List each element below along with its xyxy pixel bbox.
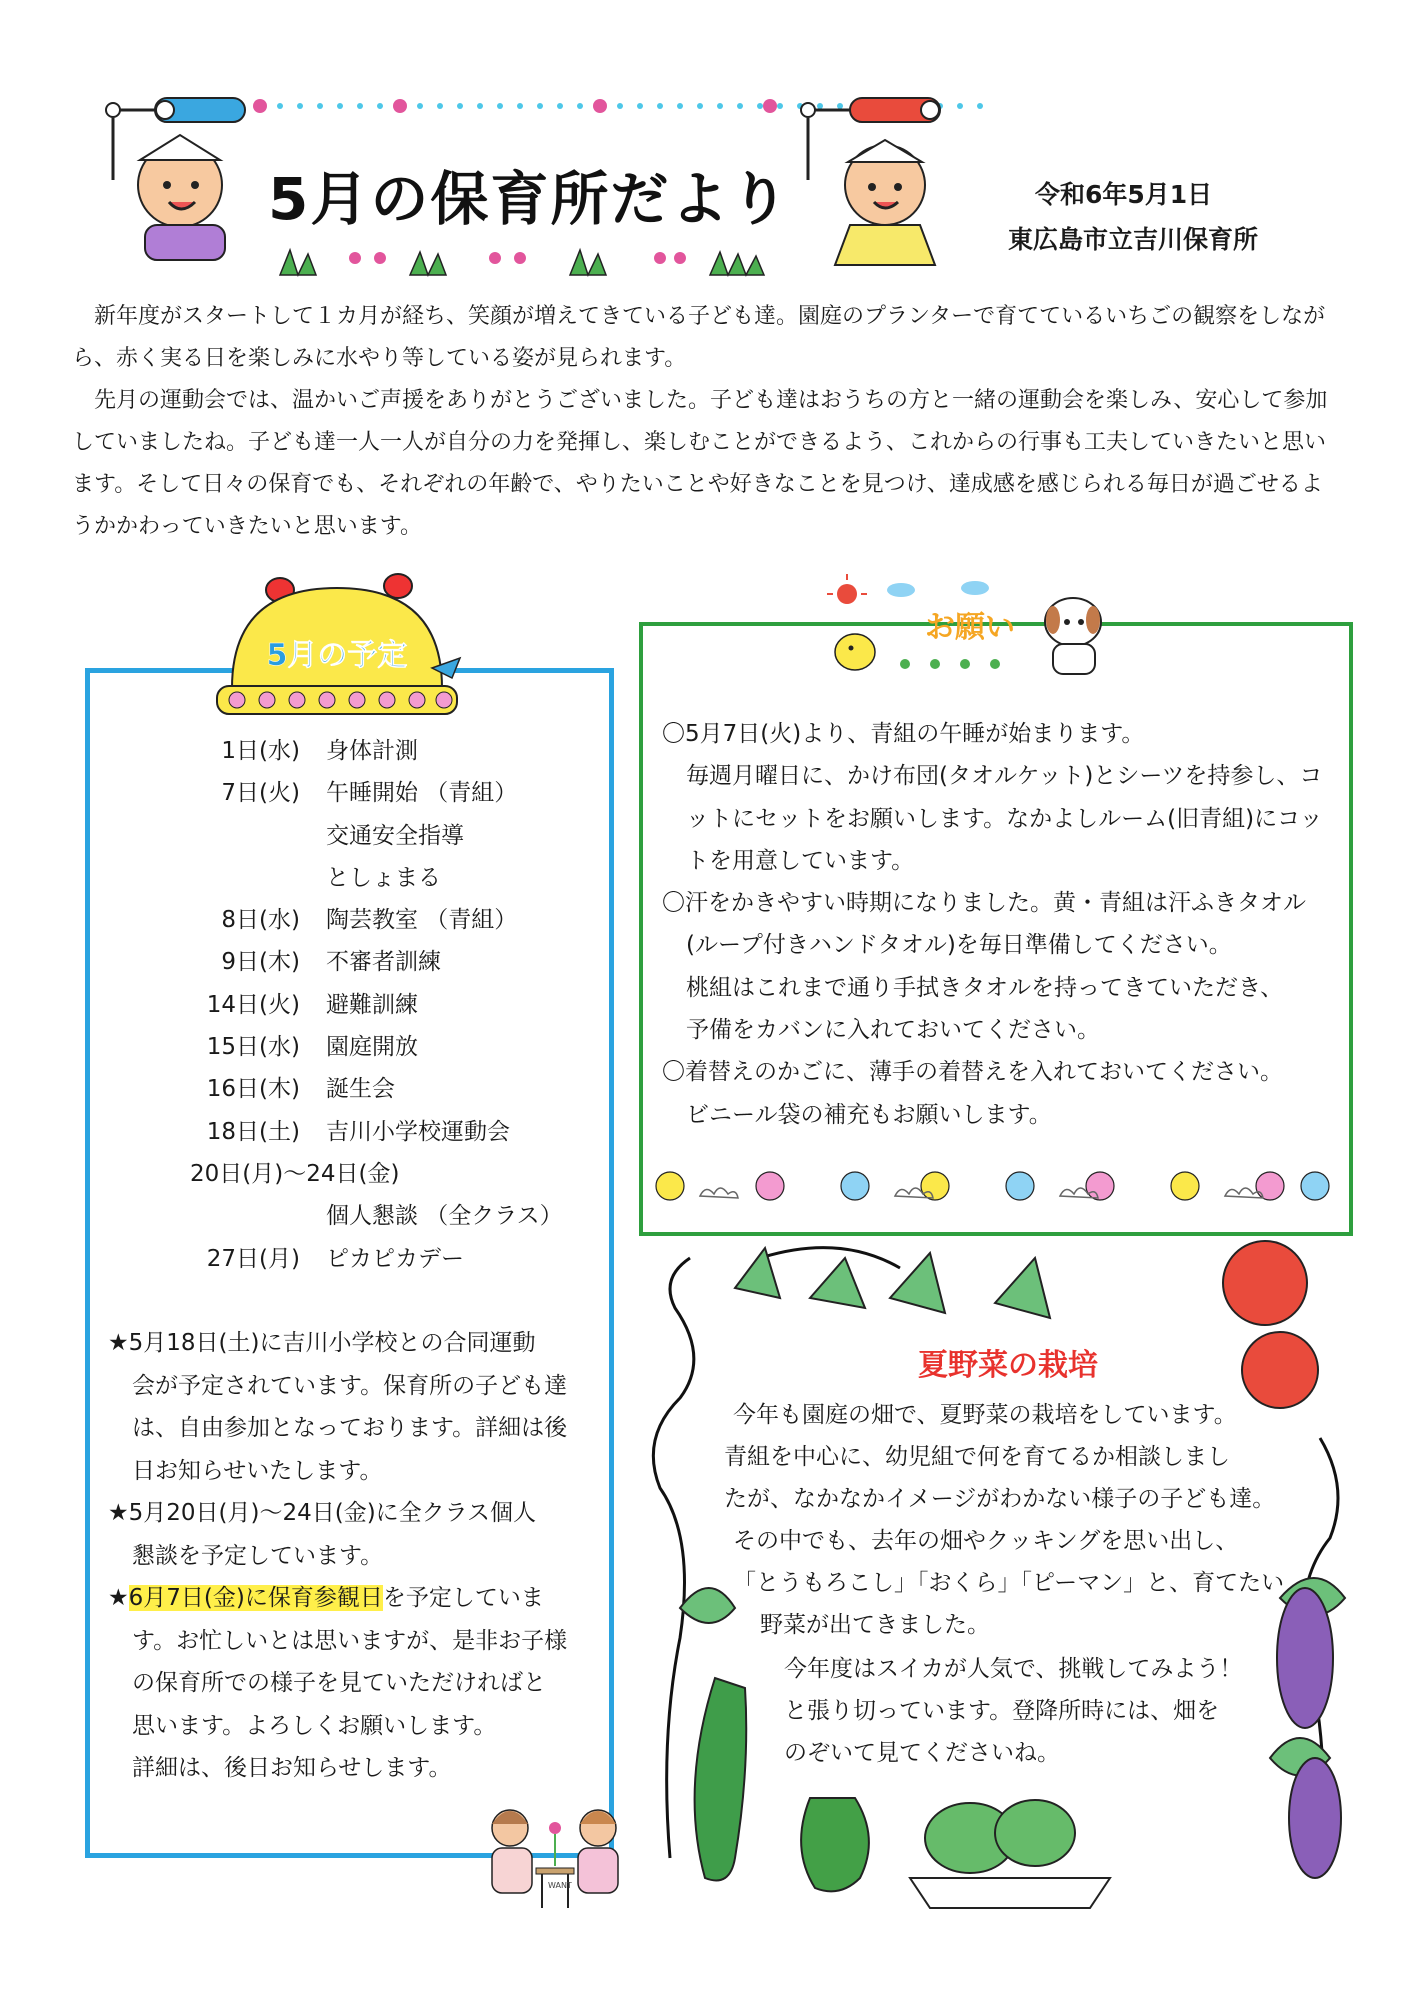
- note-line: [108, 1577, 598, 1620]
- request-line: 毎週月曜日に、かけ布団(タオルケット)とシーツを持参し、コ: [686, 763, 1323, 790]
- schedule-note: [108, 1322, 598, 1492]
- schedule-row: [190, 1111, 563, 1153]
- schedule-event: 午睡開始 （青組）: [326, 780, 518, 807]
- requests-text: [662, 713, 1342, 1136]
- request-line: 桃組はこれまで通り手拭きタオルを持ってきていただき、: [686, 974, 1284, 1001]
- schedule-note: [108, 1577, 598, 1790]
- requests-heading-decoration: [815, 572, 1125, 682]
- schedule-date: 16日(木): [206, 1076, 300, 1103]
- schedule-row: [190, 899, 563, 941]
- schedule-heading: 5月の予定: [266, 638, 408, 673]
- note-line: ★5月20日(月)～24日(金)に全クラス個人: [108, 1500, 536, 1526]
- request-line: (ループ付きハンドタオル)を毎日準備してください。: [686, 932, 1232, 959]
- schedule-event: 交通安全指導: [326, 822, 464, 849]
- schedule-row: [190, 941, 563, 983]
- request-line: 予備をカバンに入れておいてください。: [686, 1017, 1100, 1044]
- schedule-row: [190, 857, 563, 899]
- schedule-event: ピカピカデー: [326, 1245, 464, 1272]
- intro-paragraph: 新年度がスタートして１カ月が経ち、笑顔が増えてきている子ども達。園庭のプランターで育てているいちごの観察をしながら、赤く実る日を楽しみに水やり等している姿が見られます。: [72, 304, 1326, 371]
- vegetables-heading: 夏野菜の栽培: [918, 1348, 1098, 1383]
- schedule-date: 7日(火): [221, 780, 300, 807]
- schedule-row: [190, 730, 563, 772]
- schedule-row: [190, 1026, 563, 1068]
- schedule-list: [190, 730, 563, 1280]
- table-sign: WANT: [548, 1881, 572, 1890]
- boy-with-koinobori-icon: [95, 90, 285, 270]
- schedule-date: 8日(水): [221, 907, 300, 934]
- note-line: は、自由参加となっております。詳細は後: [132, 1415, 568, 1441]
- schedule-event: 吉川小学校運動会: [326, 1118, 510, 1145]
- schedule-date: [190, 815, 326, 857]
- requests-heading: お願い: [925, 610, 1015, 645]
- page-title: 5月の保育所だより: [268, 165, 791, 233]
- schedule-row: [190, 1195, 563, 1237]
- schedule-date: [190, 857, 326, 899]
- schedule-notes: [108, 1322, 598, 1790]
- schedule-date: 18日(土): [206, 1118, 300, 1145]
- schedule-date: 9日(木): [221, 949, 300, 976]
- note-line: 日お知らせいたします。: [132, 1457, 383, 1484]
- schedule-row: [190, 1153, 563, 1195]
- request-line: 〇汗をかきやすい時期になりました。黄・青組は汗ふきタオル: [662, 890, 1306, 917]
- vegetable-text-line: 青組を中心に、幼児組で何を育てるか相談しまし: [724, 1444, 1230, 1470]
- highlighted-date: 6月7日(金)に保育参観日: [128, 1585, 383, 1611]
- schedule-row: [190, 815, 563, 857]
- vegetable-text-line: その中でも、去年の畑やクッキングを思い出し、: [733, 1528, 1239, 1554]
- vegetable-text-line: たが、なかなかイメージがわかない様子の子ども達。: [724, 1486, 1276, 1512]
- schedule-date: 20日(月)～24日(金): [190, 1160, 400, 1187]
- request-line: ットにセットをお願いします。なかよしルーム(旧青組)にコッ: [686, 805, 1323, 832]
- schedule-heading-hat-icon: [212, 568, 462, 723]
- schedule-row: [190, 1238, 563, 1280]
- note-line: 懇談を予定しています。: [132, 1542, 384, 1569]
- vegetable-text-line: 今年度はスイカが人気で、挑戦してみよう！: [784, 1656, 1243, 1682]
- request-line: ビニール袋の補充もお願いします。: [686, 1101, 1052, 1128]
- schedule-event: 個人懇談 （全クラス）: [326, 1203, 563, 1230]
- vegetable-text-line: のぞいて見てくださいね。: [784, 1740, 1060, 1766]
- note-line: 会が予定されています。保育所の子ども達: [132, 1372, 568, 1399]
- organization-name: 東広島市立吉川保育所: [1008, 225, 1259, 254]
- request-line: 〇5月7日(火)より、青組の午睡が始まります。: [662, 721, 1145, 747]
- schedule-event: 誕生会: [326, 1076, 395, 1103]
- schedule-event: 身体計測: [326, 738, 418, 764]
- note-line: の保育所での様子を見ていただければと: [132, 1670, 546, 1696]
- schedule-date: 15日(水): [206, 1034, 300, 1061]
- note-line: ★5月18日(土)に吉川小学校との合同運動: [108, 1330, 536, 1356]
- vegetable-text-line: 「とうもろこし」「おくら」「ピーマン」と、育てたい: [733, 1570, 1285, 1596]
- schedule-event: 陶芸教室 （青組）: [326, 907, 518, 934]
- star-mark: ★: [108, 1585, 129, 1611]
- request-line: 〇着替えのかごに、薄手の着替えを入れておいてください。: [662, 1059, 1283, 1086]
- note-line: す。お忙しいとは思いますが、是非お子様: [132, 1627, 568, 1654]
- schedule-date: 27日(月): [206, 1245, 300, 1272]
- schedule-event: 避難訓練: [326, 991, 418, 1018]
- schedule-row: [190, 772, 563, 814]
- vegetable-text-line: と張り切っています。登降所時には、畑を: [784, 1698, 1220, 1724]
- schedule-date: [190, 1195, 326, 1237]
- schedule-event: としょまる: [326, 864, 441, 891]
- note-text: を予定していま: [382, 1585, 544, 1611]
- vegetable-text-line: 野菜が出てきました。: [760, 1612, 990, 1638]
- schedule-event: 不審者訓練: [326, 949, 441, 976]
- request-line: トを用意しています。: [686, 847, 915, 874]
- schedule-event: 園庭開放: [326, 1034, 418, 1061]
- schedule-row: [190, 1068, 563, 1110]
- note-line: 思います。よろしくお願いします。: [132, 1712, 497, 1739]
- parents-talking-icon: [470, 1798, 640, 1918]
- grass-flowers-decoration: [270, 240, 790, 280]
- issue-date: 令和6年5月1日: [1035, 180, 1213, 209]
- schedule-date: 14日(火): [206, 991, 300, 1018]
- schedule-note: [108, 1492, 598, 1577]
- schedule-date: 1日(水): [221, 738, 300, 764]
- intro-text: [72, 296, 1342, 548]
- vegetable-text-line: 今年も園庭の畑で、夏野菜の栽培をしています。: [733, 1402, 1237, 1428]
- schedule-row: [190, 984, 563, 1026]
- note-line: 詳細は、後日お知らせします。: [132, 1755, 452, 1781]
- girl-with-koinobori-icon: [790, 90, 970, 270]
- birds-and-notes-border: [645, 1158, 1345, 1213]
- intro-paragraph: 先月の運動会では、温かいご声援をありがとうございました。子ども達はおうちの方と一緒の運動会を楽しみ、安心して参加していましたね。子ども達一人一人が自分の力を発揮し、楽しむことができるよう、これからの行事も工夫していきたいと思います。そして日々の保育でも、それぞれの年齢で、やりたいことや好きなことを見つけ、達成感を感じられる毎日が過ごせるようかかわっていきたいと思います。: [72, 388, 1328, 539]
